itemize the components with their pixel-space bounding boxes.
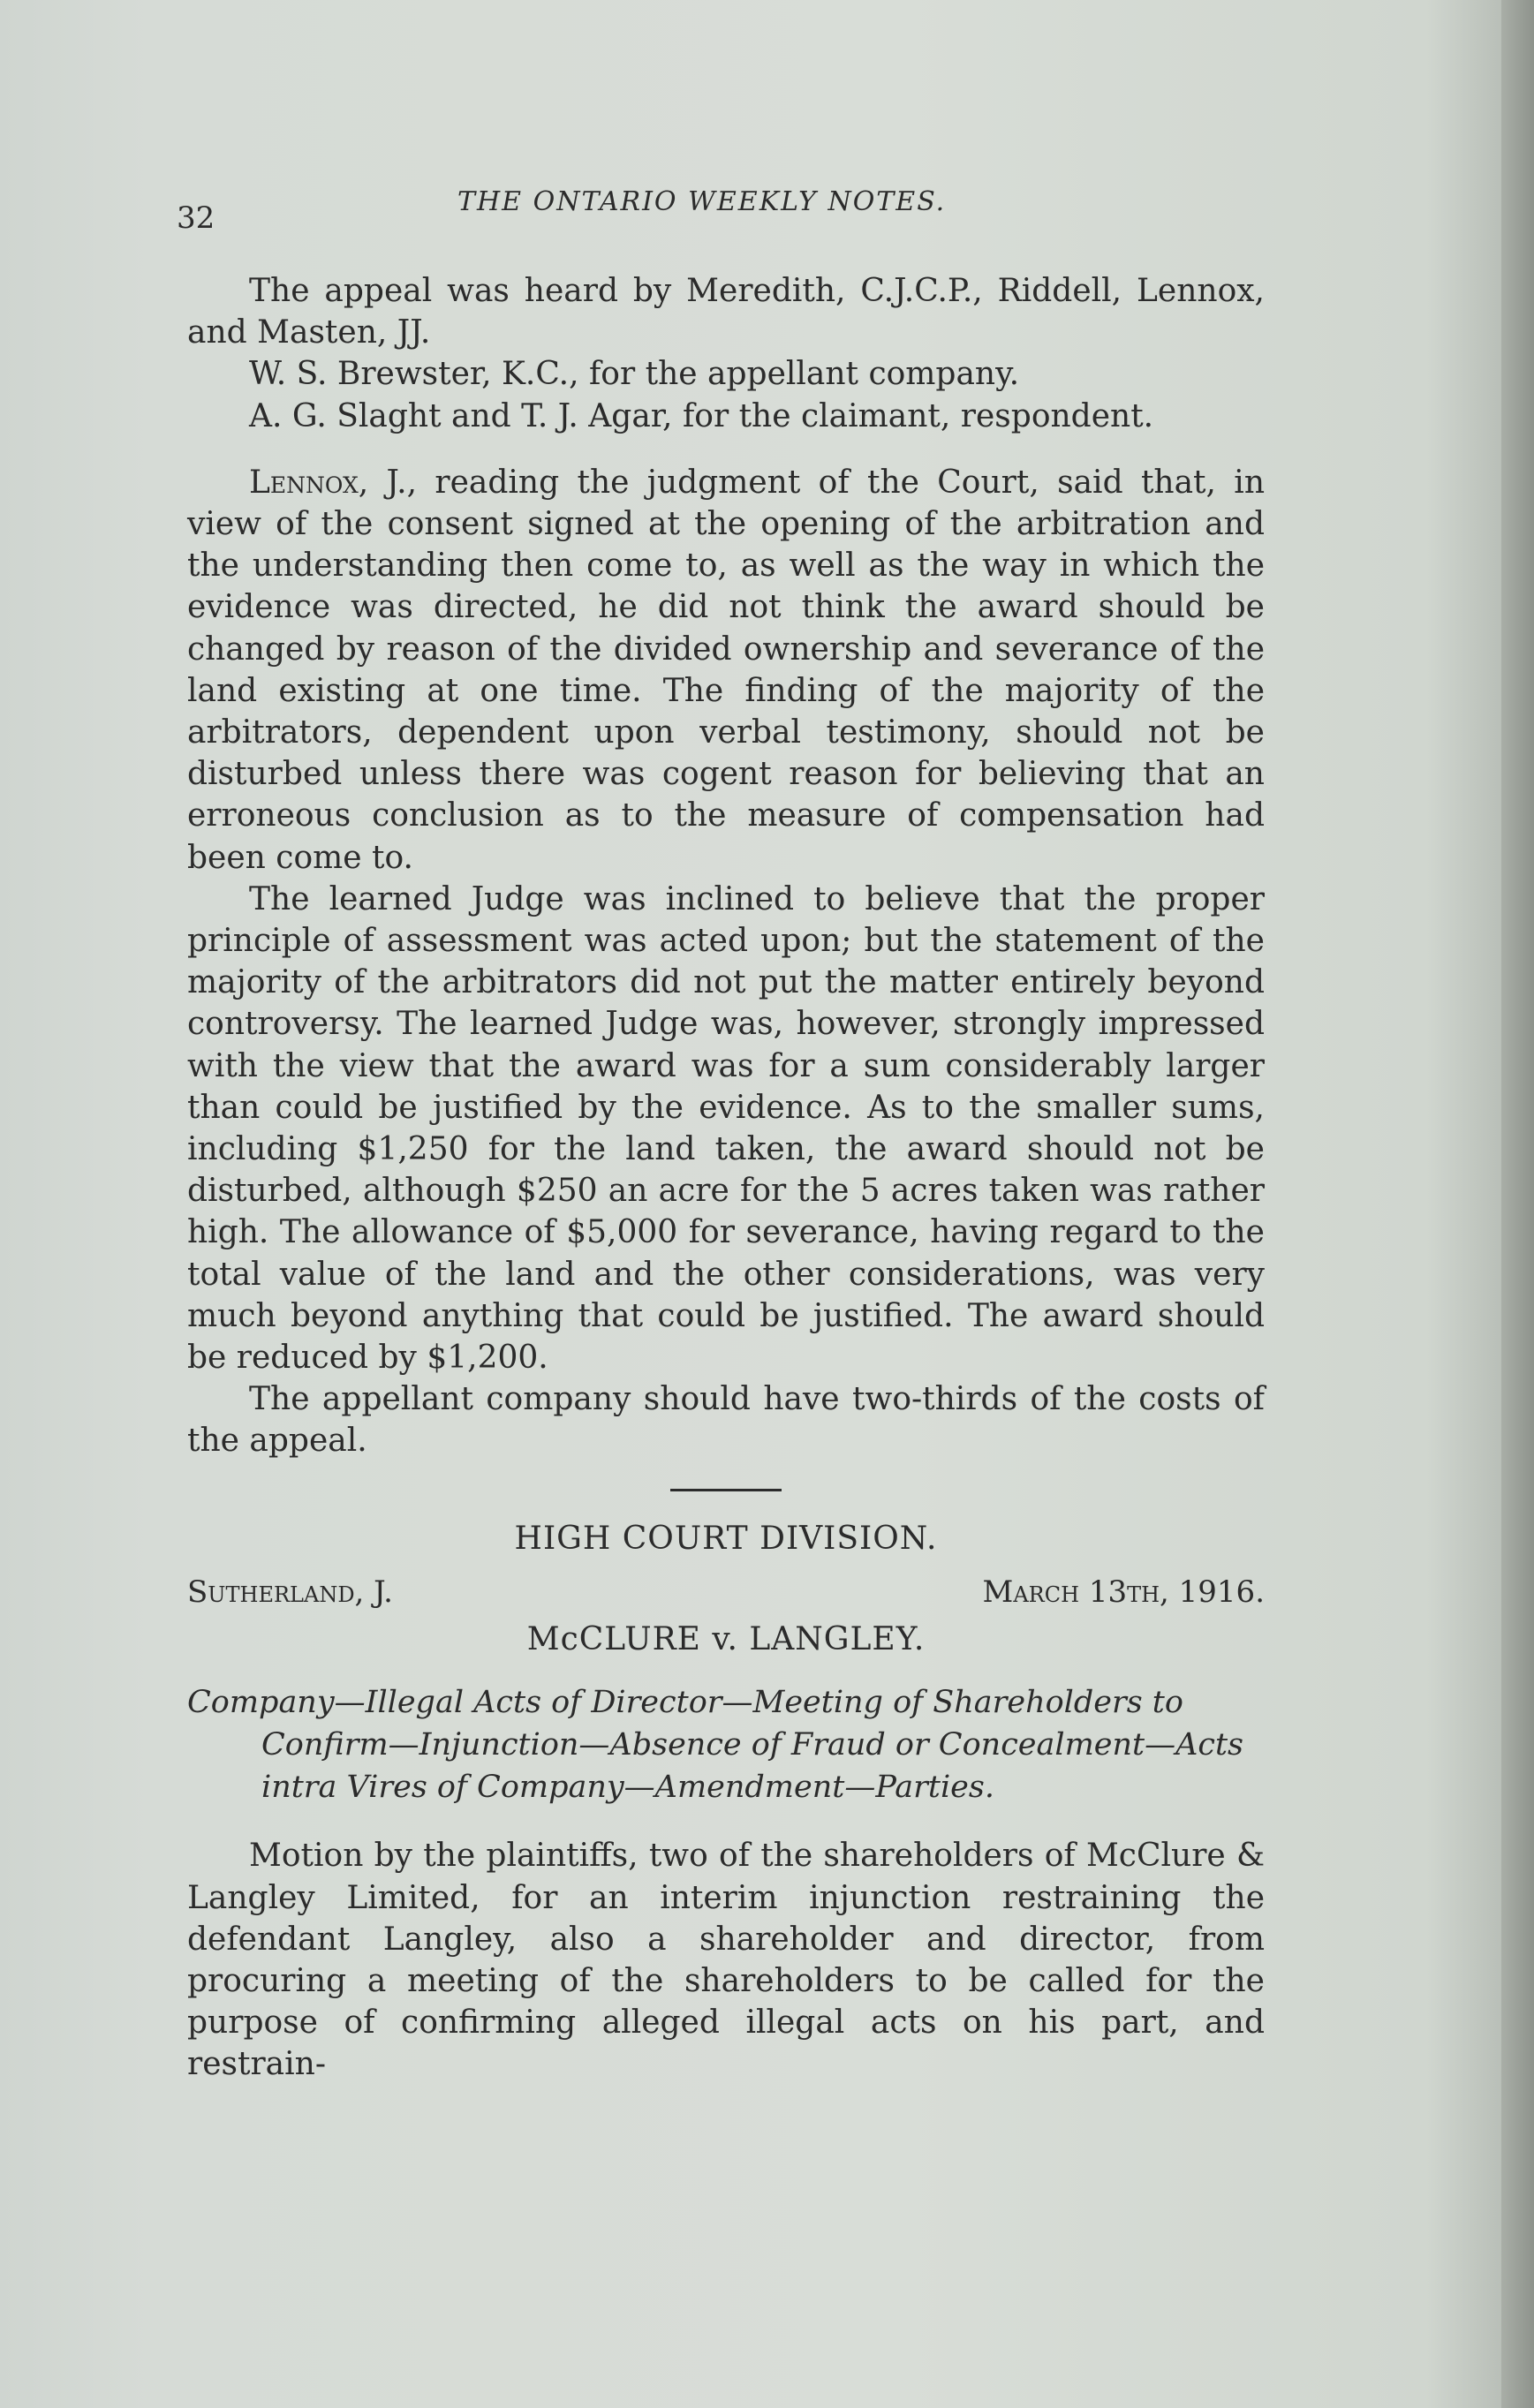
judgment-paragraph-2: The learned Judge was inclined to believe that the proper principle of assessment was acted upon; but the statement of the majority of the arbitrators did not put the matter entirely beyond controversy. The learned Judge was, however, strongly impressed with the view that the award was for a sum considerably larger than could be justified by the evidence. As to the smaller sums, including $1,250 for the land taken, the award should not be disturbed, although $250 an acre for the 5 acres taken was rather high. The allowance of $5,000 for severance, having regard to the total value of the land and the other considerations, was very much beyond anything that could be justified. The award should be reduced by $1,200.: [187, 880, 1265, 1377]
case-byline: [187, 1572, 1265, 1613]
counsel-respondent: A. G. Slaght and T. J. Agar, for the claimant, respondent.: [249, 397, 1154, 434]
page-header: [177, 181, 1272, 234]
case-title: McCLURE v. LANGLEY.: [526, 1621, 926, 1658]
judgment-paragraph-1-text: , reading the judgment of the Court, said that, in view of the consent signed at the opening of the arbitration and the understanding then come to, as well as the way in which the evidence was directed, he did not think the award should be changed by reason of the divided ownership and severance of the land existing at one time. The finding of the majority of the arbitrators, dependent upon verbal testimony, should not be disturbed unless there was cogent reason for believing that an erroneous conclusion as to the measure of compensation had been come to.: [187, 464, 1265, 876]
page-edge: [1501, 0, 1534, 2408]
appeal-heard-by: The appeal was heard by Meredith, C.J.C.P., Riddell, Lennox, and Masten, JJ.: [187, 273, 1265, 351]
section-divider: [670, 1489, 782, 1491]
running-head: THE ONTARIO WEEKLY NOTES.: [457, 186, 947, 217]
body-text: [187, 270, 1265, 2086]
case-headnote: Company—Illegal Acts of Director—Meeting of Shareholders to Confirm—Injunction—Absence of Fraud or Concealment—Acts intra Vires of Company—Amendment—Parties.: [187, 1685, 1243, 1806]
case-date: March 13th, 1916.: [982, 1574, 1265, 1610]
spacer: [187, 437, 1265, 462]
motion-paragraph: Motion by the plaintiffs, two of the shareholders of McClure & Langley Limited, for an interim injunction restraining the defendant Langley, also a shareholder and director, from procuring a meeting of the shareholders to be called for the purpose of confirming alleged illegal acts on his part, and restrain-: [187, 1838, 1265, 2083]
page-number: 32: [177, 200, 215, 236]
judgment-author: Lennox, J.: [249, 464, 407, 501]
judge-name: Sutherland, J.: [187, 1574, 393, 1610]
judgment-paragraph-3: The appellant company should have two-thirds of the costs of the appeal.: [187, 1381, 1265, 1460]
judgment-paragraph-1: [187, 462, 1265, 879]
division-heading: HIGH COURT DIVISION.: [514, 1520, 938, 1557]
counsel-appellant: W. S. Brewster, K.C., for the appellant company.: [249, 356, 1020, 393]
